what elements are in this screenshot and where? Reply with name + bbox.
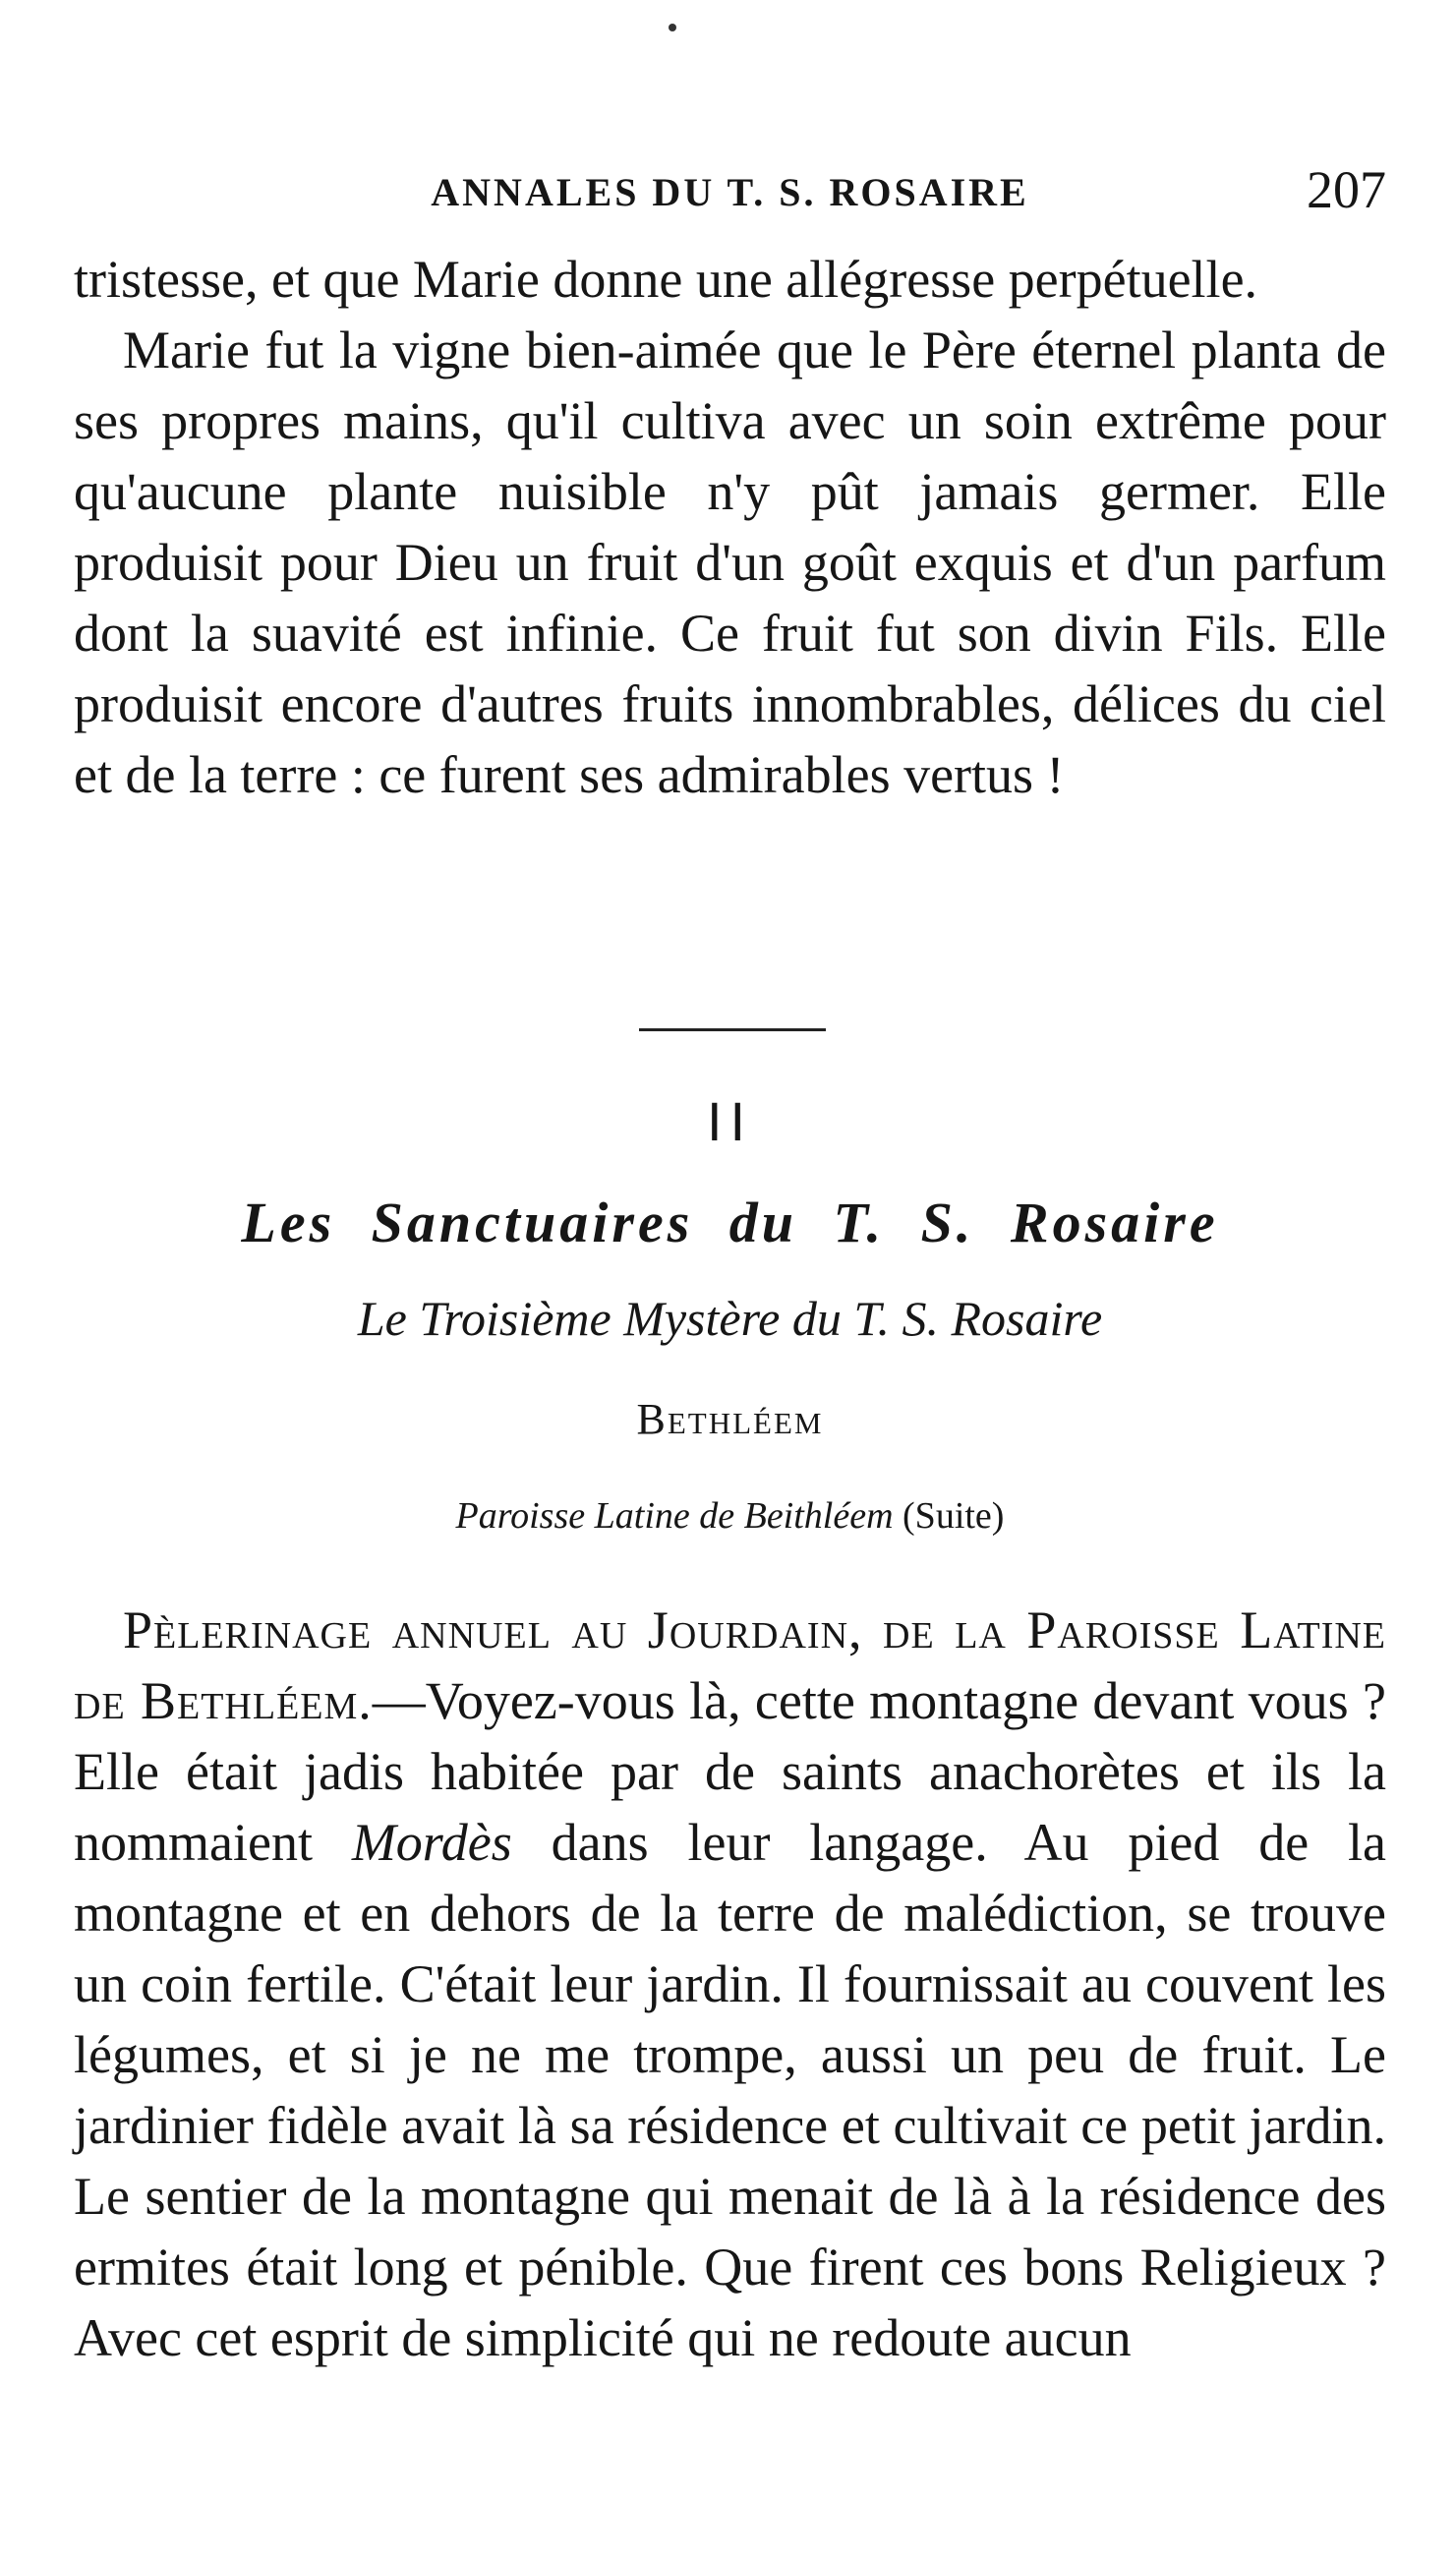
page-header: [74, 159, 1386, 218]
paragraph-text-a: —Voyez-vous là, cette montagne devant vous ? Elle était jadis habitée par de saints anachorètes et ils la nommaient: [74, 1671, 1386, 1872]
parish-suite: (Suite): [903, 1495, 1005, 1537]
paragraph-pelerinage: [74, 1595, 1386, 2373]
text-block-pilgrimage: [74, 1595, 1386, 2373]
italic-word: Mordès: [351, 1813, 512, 1872]
running-title: ANNALES DU T. S. ROSAIRE: [431, 170, 1029, 214]
section-number: II: [706, 1090, 754, 1152]
parish-name: Paroisse Latine de Beithléem: [455, 1495, 894, 1537]
paragraph-lead: Pèlerinage annuel au Jourdain, de la Paroisse Latine de Bethléem.: [74, 1600, 1386, 1730]
place-heading: Bethléem: [636, 1395, 824, 1443]
page-number: 207: [1307, 160, 1386, 219]
paragraph-continuation: tristesse, et que Marie donne une allégresse perpétuelle.: [74, 250, 1258, 309]
book-page: [74, 0, 1386, 2559]
text-block-top: [74, 244, 1386, 810]
paragraph-vigne: Marie fut la vigne bien-aimée que le Père éternel planta de ses propres mains, qu'il cultiva avec un soin extrême pour qu'aucune plante nuisible n'y pût jamais germer. Elle produisit pour Dieu un fruit d'un goût exquis et d'un parfum dont la suavité est infinie. Ce fruit fut son divin Fils. Elle produisit encore d'autres fruits innombrables, délices du ciel et de la terre : ce furent ses admirables vertus !: [74, 320, 1386, 804]
section-divider-rule: [639, 1028, 826, 1031]
section-subtitle: Le Troisième Mystère du T. S. Rosaire: [357, 1291, 1103, 1346]
section-title: Les Sanctuaires du T. S. Rosaire: [241, 1191, 1219, 1254]
parish-heading: [74, 1494, 1386, 1538]
paragraph-text-b: dans leur langage. Au pied de la montagne et en dehors de la terre de malédiction, se trouve un coin fertile. C'était leur jardin. Il fournissait au couvent les légumes, et si je ne me trompe, aussi un peu de fruit. Le jardinier fidèle avait là sa résidence et cultivait ce petit jardin. Le sentier de la montagne qui menait de là à la résidence des ermites était long et pénible. Que firent ces bons Religieux ? Avec cet esprit de simplicité qui ne redoute aucun: [74, 1813, 1387, 2367]
